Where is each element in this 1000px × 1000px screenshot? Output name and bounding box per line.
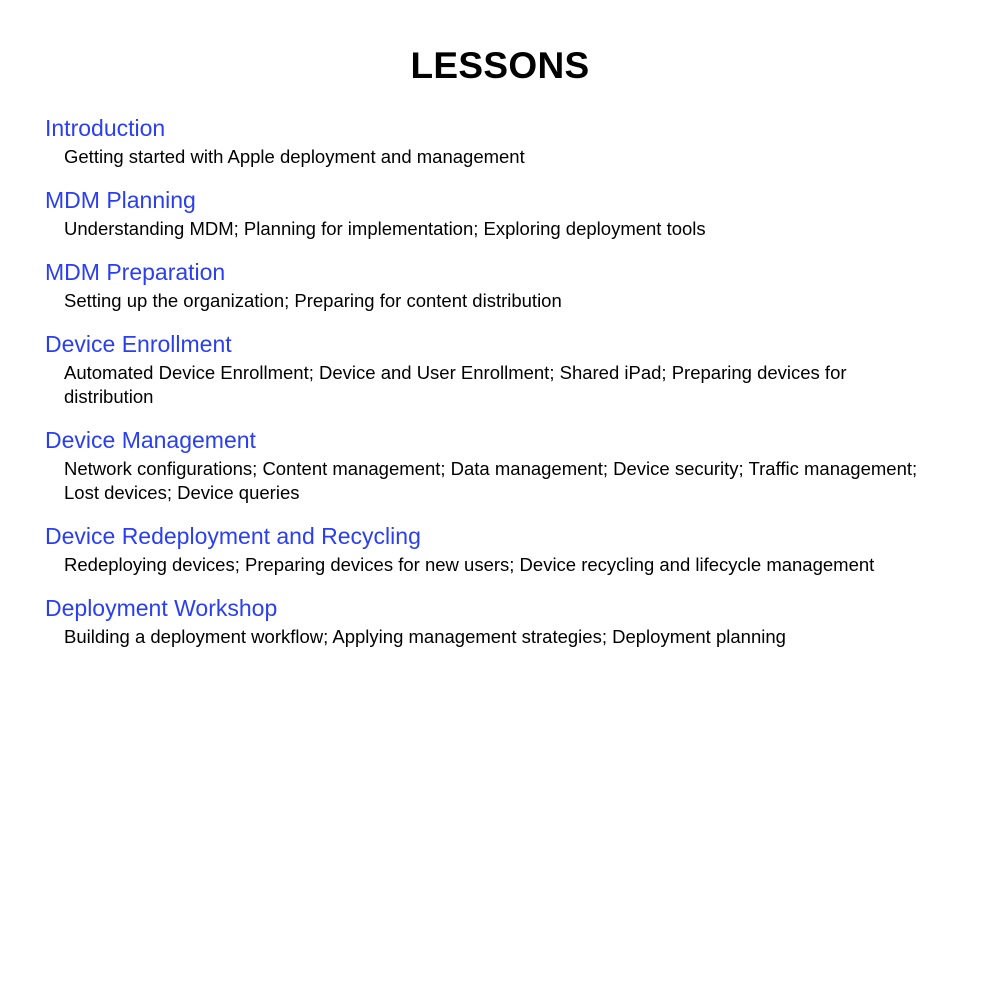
lessons-list <box>45 113 935 665</box>
lesson-item-device-redeployment <box>45 521 935 577</box>
lesson-title-link[interactable]: Introduction <box>45 115 166 141</box>
lesson-description: Getting started with Apple deployment and management <box>64 146 525 167</box>
lesson-description: Setting up the organization; Preparing for content distribution <box>64 290 562 311</box>
lesson-title-link[interactable]: MDM Preparation <box>45 259 226 285</box>
lesson-item-deployment-workshop <box>45 593 935 649</box>
lesson-description: Building a deployment workflow; Applying management strategies; Deployment planning <box>64 626 786 647</box>
lesson-item-mdm-preparation <box>45 257 935 313</box>
lesson-title-link[interactable]: Device Enrollment <box>45 331 232 357</box>
lesson-description: Redeploying devices; Preparing devices for new users; Device recycling and lifecycle management <box>64 554 875 575</box>
lesson-item-mdm-planning <box>45 185 935 241</box>
lesson-title-link[interactable]: Deployment Workshop <box>45 595 278 621</box>
lesson-title-link[interactable]: Device Management <box>45 427 256 453</box>
lesson-title-link[interactable]: MDM Planning <box>45 187 196 213</box>
lesson-item-device-enrollment <box>45 329 935 409</box>
lesson-item-introduction <box>45 113 935 169</box>
page-title: LESSONS <box>410 45 590 86</box>
lesson-description: Network configurations; Content management; Data management; Device security; Traffic management; Lost devices; Device queries <box>64 458 918 503</box>
lesson-title-link[interactable]: Device Redeployment and Recycling <box>45 523 421 549</box>
lesson-item-device-management <box>45 425 935 505</box>
lesson-description: Automated Device Enrollment; Device and User Enrollment; Shared iPad; Preparing devices for distribution <box>64 362 847 407</box>
lesson-description: Understanding MDM; Planning for implementation; Exploring deployment tools <box>64 218 706 239</box>
